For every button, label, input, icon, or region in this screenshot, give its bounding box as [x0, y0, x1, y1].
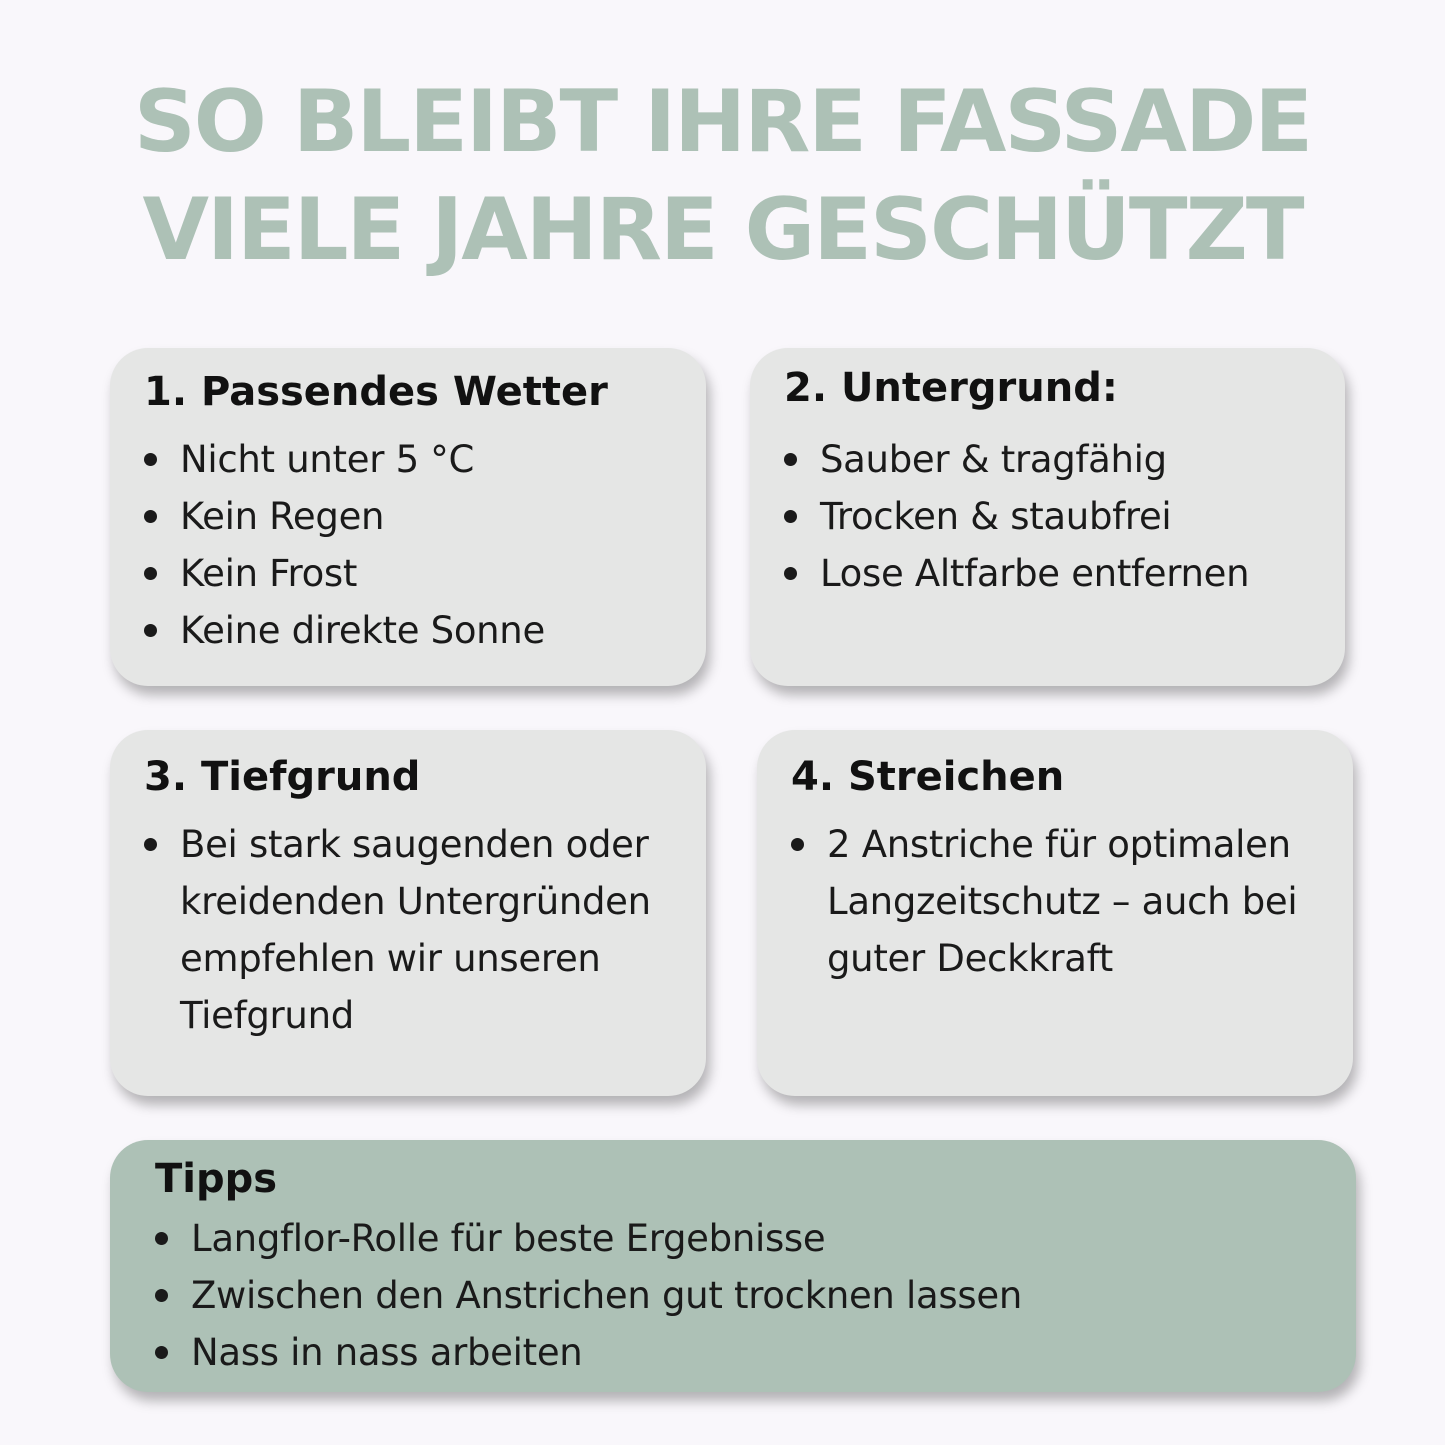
list-item: Langflor-Rolle für beste Ergebnisse: [155, 1210, 1346, 1267]
bullet-icon: [784, 567, 797, 580]
card-substrate: [750, 348, 1345, 686]
card-title: 1. Passendes Wetter: [144, 369, 608, 415]
card-painting: [757, 730, 1353, 1096]
bullet-icon: [144, 567, 157, 580]
card-list: [144, 431, 696, 659]
list-item: Nicht unter 5 °C: [144, 431, 696, 488]
bullet-icon: [144, 624, 157, 637]
bullet-icon: [784, 510, 797, 523]
list-item: Lose Altfarbe entfernen: [784, 545, 1335, 602]
card-title: 2. Untergrund:: [784, 365, 1118, 411]
bullet-icon: [784, 453, 797, 466]
list-item: 2 Anstriche für optimalen Langzeitschutz – auch bei guter Deckkraft: [791, 816, 1347, 987]
list-item: Keine direkte Sonne: [144, 602, 696, 659]
bullet-icon: [155, 1346, 168, 1359]
card-list: [791, 816, 1343, 987]
list-item: Kein Frost: [144, 545, 696, 602]
card-list: [784, 431, 1335, 602]
list-item: Kein Regen: [144, 488, 696, 545]
bullet-icon: [144, 838, 157, 851]
headline-line-2: VIELE JAHRE GESCHÜTZT: [142, 180, 1303, 280]
list-item: Sauber & tragfähig: [784, 431, 1335, 488]
list-item: Nass in nass arbeiten: [155, 1324, 1346, 1381]
card-weather: [110, 348, 706, 686]
list-item: Trocken & staubfrei: [784, 488, 1335, 545]
card-title: 4. Streichen: [791, 754, 1065, 800]
tips-panel: [110, 1140, 1356, 1392]
list-item: Bei stark saugenden oder kreidenden Untergründen empfehlen wir unseren Tiefgrund: [144, 816, 680, 1044]
card-list: [144, 816, 696, 1044]
card-primer: [110, 730, 706, 1096]
tips-list: [155, 1210, 1346, 1381]
bullet-icon: [155, 1289, 168, 1302]
bullet-icon: [155, 1232, 168, 1245]
card-title: 3. Tiefgrund: [144, 754, 421, 800]
bullet-icon: [144, 453, 157, 466]
bullet-icon: [791, 838, 804, 851]
headline-line-1: SO BLEIBT IHRE FASSADE: [133, 72, 1312, 172]
tips-title: Tipps: [155, 1156, 278, 1202]
list-item: Zwischen den Anstrichen gut trocknen lassen: [155, 1267, 1346, 1324]
bullet-icon: [144, 510, 157, 523]
